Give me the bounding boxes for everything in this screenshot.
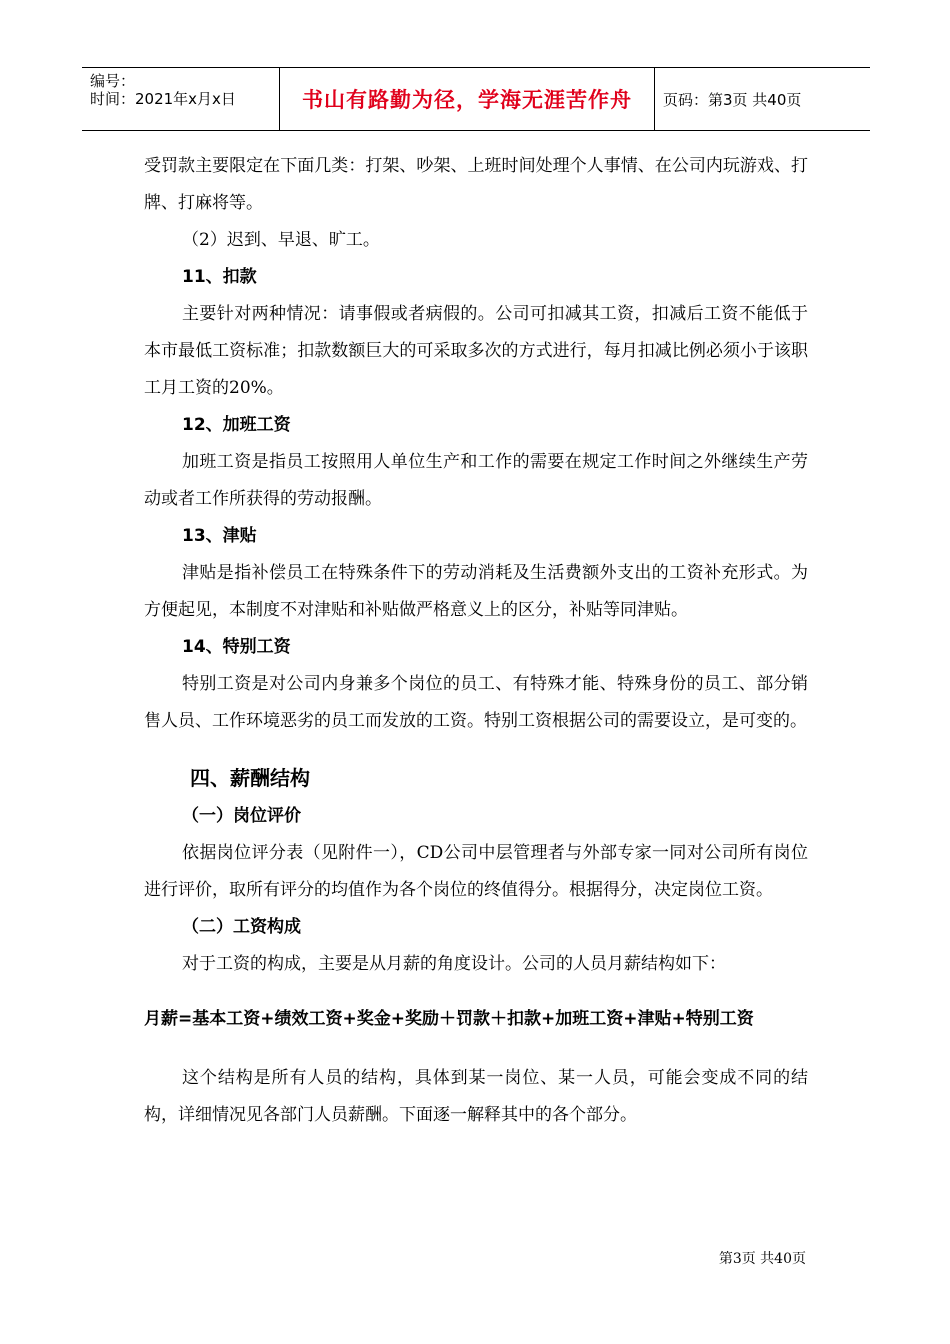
- document-body: [144, 148, 808, 1134]
- paragraph-penalties: 受罚款主要限定在下面几类：打架、吵架、上班时间处理个人事情、在公司内玩游戏、打牌、打麻将等。: [144, 156, 808, 213]
- page-footer: 第3页 共40页: [718, 1251, 806, 1267]
- salary-formula: 月薪=基本工资+绩效工资+奖金+奖励＋罚款＋扣款+加班工资+津贴+特别工资: [144, 1009, 754, 1029]
- paragraph-deduction: 主要针对两种情况：请事假或者病假的。公司可扣减其工资，扣减后工资不能低于本市最低工资标准；扣款数额巨大的可采取多次的方式进行，每月扣减比例必须小于该职工月工资的20%。: [144, 304, 808, 398]
- paragraph-special-wage: 特别工资是对公司内身兼多个岗位的员工、有特殊才能、特殊身份的员工、部分销售人员、工作环境恶劣的员工而发放的工资。特别工资根据公司的需要设立，是可变的。: [144, 674, 808, 731]
- header-page-number: 页码：第3页 共40页: [663, 90, 802, 109]
- serial-label: 编号：: [90, 72, 136, 90]
- page-header: [82, 67, 870, 131]
- paragraph-closing: 这个结构是所有人员的结构，具体到某一岗位、某一人员，可能会变成不同的结构，详细情况见各部门人员薪酬。下面逐一解释其中的各个部分。: [144, 1068, 808, 1125]
- heading-special-wage: 14、特别工资: [182, 637, 291, 657]
- paragraph-overtime: 加班工资是指员工按照用人单位生产和工作的需要在规定工作时间之外继续生产劳动或者工作所获得的劳动报酬。: [144, 452, 808, 509]
- paragraph-lateness: （2）迟到、早退、旷工。: [182, 230, 380, 250]
- paragraph-job-evaluation: 依据岗位评分表（见附件一），CD公司中层管理者与外部专家一同对公司所有岗位进行评价，取所有评分的均值作为各个岗位的终值得分。根据得分，决定岗位工资。: [144, 843, 808, 900]
- header-meta: [82, 68, 280, 130]
- heading-allowance: 13、津贴: [182, 526, 257, 546]
- subheading-wage-composition: （二）工资构成: [182, 917, 301, 937]
- date-label: 时间：2021年x月x日: [90, 90, 236, 108]
- header-motto: 书山有路勤为径，学海无涯苦作舟: [280, 68, 655, 130]
- subheading-job-evaluation: （一）岗位评价: [182, 806, 301, 826]
- paragraph-allowance: 津贴是指补偿员工在特殊条件下的劳动消耗及生活费额外支出的工资补充形式。为方便起见，本制度不对津贴和补贴做严格意义上的区分，补贴等同津贴。: [144, 563, 808, 620]
- paragraph-wage-composition: 对于工资的构成，主要是从月薪的角度设计。公司的人员月薪结构如下：: [182, 954, 726, 974]
- heading-overtime: 12、加班工资: [182, 415, 291, 435]
- heading-deduction: 11、扣款: [182, 267, 257, 287]
- section-heading-compensation: 四、薪酬结构: [190, 766, 310, 790]
